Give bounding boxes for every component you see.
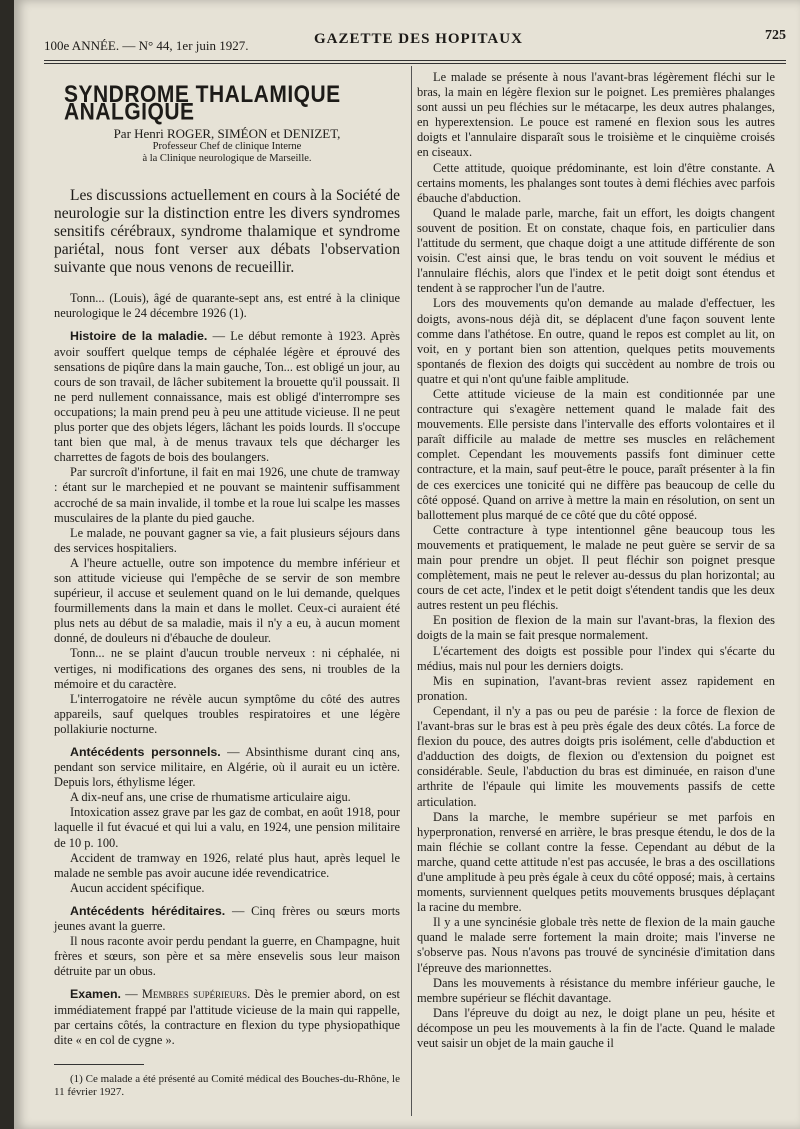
right-paragraph-9: Mis en supination, l'avant-bras revient assez rapidement en pronation. <box>417 673 775 703</box>
right-paragraph-1: Le malade se présente à nous l'avant-bras légèrement fléchi sur le bras, la main en légère flexion sur le poignet. Les premières phalanges sont aussi un peu fléchies sur le métacarpe, les deux autres phalanges, en hyperextension. Le pouce est ramené en flexion sous les autres doigts et l'annulaire disparaît sous le troisième et le cinquième croisés en ciseaux. <box>417 70 775 160</box>
paragraph-accident: Accident de tramway en 1926, relaté plus haut, après lequel le malade ne semble pas avoir aucune idée revendicatrice. <box>54 850 400 880</box>
issue-info: 100e ANNÉE. — N° 44, 1er juin 1927. <box>44 38 249 53</box>
antecedents-personnels-text: — Absinthisme durant cinq ans, pendant son service militaire, en Algérie, où il aurait eu un ictère. Depuis lors, éthylisme léger. <box>54 745 400 790</box>
intro-paragraph: Les discussions actuellement en cours à la Société de neurologie sur la distinction entre les divers syndromes sensitifs cérébraux, syndrome thalamique et syndrome pariétal, nous font verser aux débats l'observation suivante que nous venons de recueillir. <box>54 187 400 277</box>
right-column <box>417 70 775 1051</box>
right-paragraph-8: L'écartement des doigts est possible pour l'index qui s'écarte du médius, mais nul pour les derniers doigts. <box>417 643 775 673</box>
examen-subheading: Membres supérieurs. <box>141 987 251 1002</box>
histoire-text: — Le début remonte à 1923. Après avoir souffert quelque temps de céphalée légère et éprouvé des sensations de piqûre dans la main gauche, Ton... est obligé un jour, au cours de son travail, de lâcher subitement la brouette qu'il poussait. Il ne perd nullement connaissance, mais est obligé d'interrompre ses occupations; la main prend peu à peu une attitude vicieuse. Il ne peut plus porter que des objets légers, lâchant les poids lourds. Il s'occupe tant bien que mal, à de menus travaux tels que décharger les charrettes de fagots de bois des boulangers. <box>54 329 400 465</box>
paragraph-tonn: Tonn... ne se plaint d'aucun trouble nerveux : ni céphalée, ni vertiges, ni modifications des organes des sens, ni troubles de la mémoire et du caractère. <box>54 646 400 691</box>
right-paragraph-2: Cette attitude, quoique prédominante, est loin d'être constante. A certains moments, les phalanges sont toutes à demi fléchies avec parfois ébauche d'abduction. <box>417 160 775 205</box>
antecedents-personnels-heading: Antécédents personnels. <box>70 745 221 759</box>
antecedents-hereditaires-text: — Cinq frères ou sœurs morts jeunes avant la guerre. <box>54 903 400 934</box>
right-paragraph-10: Cependant, il n'y a pas ou peu de parésie : la force de flexion de l'avant-bras sur le bras est à peu près égale des deux côtés. La force de flexion du pouce, des autres doigts pris isolément, celle d'abduction et d'adduction des doigts, de flexion ou d'extension du poignet est considérable. Seule, l'abduction du bras est diminuée, en raison d'une arthrite de l'épaule qui limite les mouvements passifs de cette articulation. <box>417 703 775 809</box>
patient-paragraph: Tonn... (Louis), âgé de quarante-sept ans, est entré à la clinique neurologique le 24 décembre 1926 (1). <box>54 291 400 321</box>
journal-page <box>14 0 800 1129</box>
affiliation-place: à la Clinique neurologique de Marseille. <box>142 153 312 165</box>
paragraph-heure: A l'heure actuelle, outre son impotence du membre inférieur et son attitude vicieuse qui l'empêche de se servir de son membre supérieur, il accuse et seulement quand on le lui demande, quelques fourmillements dans la main et dans le mollet. Ceux-ci auraient été plus nets au début de sa maladie, mais il n'y a eu, à aucun moment donné, de douleurs ni d'ébauche de douleur. <box>54 555 400 646</box>
antecedents-hereditaires-heading: Antécédents héréditaires. <box>70 903 226 918</box>
page-number: 725 <box>765 28 786 43</box>
footnote: (1) Ce malade a été présenté au Comité médical des Bouches-du-Rhône, le 11 février 1927. <box>54 1072 400 1098</box>
left-column: SYNDROME THALAMIQUE ANALGIQUE Par Henri ROGER, SIMÉON et DENIZET, Professeur Chef de clinique Interne à la Clinique neurologique de Marseille. Les discussions actuellement en cours à la Société de neurologie sur la distinction entre les divers syndromes sensitifs cérébraux, syndrome thalamique et syndrome pariétal, nous font verser aux débats l'observation suivante que nous venons de recueillir. Tonn... (Louis), âgé de quarante-sept ans, est entré à la clinique neurologique le 24 décembre 1926 (1). Histoire de la maladie. — Le début remonte à 1923. Après avoir souffert quelque temps de céphalée légère et éprouvé des sensations de piqûre dans la main gauche, Ton... est obligé un jour, au cours de son travail, de lâcher subitement la brouette qu'il poussait. Il ne perd nullement connaissance, mais est obligé d'interrompre ses occupations; la main prend peu à peu une attitude vicieuse. Il ne peut plus porter que des objets légers, lâchant les poids lourds. Il s'occupe tant bien que mal, à de menus travaux tels que décharger les charrettes de fagots de bois des boulangers. Par surcroît d'infortune, il fait en mai 1926, une chute de tramway : étant sur le marchepied et ne pouvant se maintenir suffisamment accroché de sa main invalide, il tombe et la roue lui scalpe les masses musculaires de la plante du pied gauche. Le malade, ne pouvant gagner sa vie, a fait plusieurs séjours dans des services hospitaliers. A l'heure actuelle, outre son impotence du membre inférieur et son attitude vicieuse qui l'empêche de se servir de son membre supérieur, il accuse et seulement quand on le lui demande, quelques fourmillements dans la main et dans le mollet. Ceux-ci auraient été plus nets au début de sa maladie, mais il n'y a eu, à aucun moment donné, de douleurs ni d'ébauche de douleur. Tonn... ne se plaint d'aucun trouble nerveux : ni céphalée, ni vertiges, ni modifications des organes des sens, ni troubles de la mémoire et du caractère. L'interrogatoire ne révèle aucun symptôme du côté des autres appareils, sauf quelques troubles respiratoires et une légère pollakiurie nocturne. Antécédents personnels. — Absinthisme durant cinq ans, pendant son service militaire, en Algérie, où il aurait eu un ictère. Depuis lors, éthylisme léger. A dix-neuf ans, une crise de rhumatisme articulaire aigu. Intoxication assez grave par les gaz de combat, en août 1918, pour laquelle il fut évacué et qui lui a valu, en 1924, une pension militaire de 10 p. 100. Accident de tramway en 1926, relaté plus haut, après lequel le malade ne semble pas avoir aucune idée revendicatrice. Aucun accident spécifique. Antécédents héréditaires. — Cinq frères ou sœurs morts jeunes avant la guerre. Il nous raconte avoir perdu pendant la guerre, en Champagne, huit frères et sœurs, son père et sa mère ensevelis sous leur maison détruite par un obus. Examen. — Membres supérieurs. Dès le premier abord, on est immédiatement frappé par l'attitude vicieuse de la main qui rappelle, par certains côtés, la contracture en flexion du type physiopathique dite « en col de cygne ». (1) Ce malade a été présenté au Comité médical des Bouches-du-Rhône, le 11 février 1927. <box>54 81 400 1098</box>
right-paragraph-4: Lors des mouvements qu'on demande au malade d'effectuer, les doigts, avons-nous déjà dit, se déplacent d'une façon souvent lente comme dans l'athétose. En outre, quand le repos est complet au lit, on voit, en y portant bien son attention, quelques petits mouvements spontanés de flexion des doigts qui succèdent au nombre de trois ou quatre et qui n'ont qu'une faible amplitude. <box>417 296 775 386</box>
article-title: SYNDROME THALAMIQUE ANALGIQUE <box>64 81 341 126</box>
footnote-rule <box>54 1064 144 1065</box>
examen-heading: Examen. <box>70 987 121 1002</box>
paragraph-dix-neuf: A dix-neuf ans, une crise de rhumatisme articulaire aigu. <box>70 790 351 805</box>
histoire-heading: Histoire de la maladie. <box>70 329 208 344</box>
right-paragraph-11: Dans la marche, le membre supérieur se met parfois en hyperpronation, renversé en arrière, le bras presque étendu, le dos de la main fléchie se collant contre la fesse. Cependant au début de la marche, quand cette attitude n'est pas accusée, le bras a des oscillations d'une amplitude à peu près égale à ceux du côté opposé; mais, à certains moments, surviennent quelques petits mouvements brusques déplaçant la racine du membre. <box>417 809 775 915</box>
right-paragraph-5: Cette attitude vicieuse de la main est conditionnée par une contracture qui s'exagère nettement quand le malade fait des mouvements. Elle persiste dans l'intervalle des efforts volontaires et il paraît difficile au malade de mettre ses muscles en relâchement complet. Cependant les mouvements passifs font diminuer cette contracture, et la main, sauf peut-être le pouce, paraît présenter à la fin de ces exercices une tonicité qui ne diffère pas beaucoup de celle du côté opposé. Quand on arrive à mettre la main en résolution, on sent un ballottement plus marqué de ce côté que du côté opposé. <box>417 386 775 522</box>
running-header <box>44 28 786 58</box>
authors: Par Henri ROGER, SIMÉON et DENIZET, <box>113 126 341 142</box>
right-paragraph-13: Dans les mouvements à résistance du membre inférieur gauche, le membre supérieur se fléchit davantage. <box>417 975 775 1005</box>
paragraph-intoxication: Intoxication assez grave par les gaz de combat, en août 1918, pour laquelle il fut évacué et qui lui a valu, en 1924, une pension militaire de 10 p. 100. <box>54 805 400 850</box>
right-paragraph-12: Il y a une syncinésie globale très nette de flexion de la main gauche quand le malade serre fortement la main droite; mais l'inverse ne s'observe pas. Nous n'avons pas trouvé de syncinésie d'imitation dans l'épreuve des marionnettes. <box>417 915 775 975</box>
right-paragraph-7: En position de flexion de la main sur l'avant-bras, la flexion des doigts de la main se fait presque normalement. <box>417 613 775 643</box>
column-divider <box>411 66 412 1116</box>
paragraph-aucun: Aucun accident spécifique. <box>70 880 205 895</box>
affiliation-roles: Professeur Chef de clinique Interne <box>152 141 302 153</box>
header-rule <box>44 60 786 61</box>
header-rule-double <box>44 63 786 64</box>
journal-name: GAZETTE DES HOPITAUX <box>314 31 523 47</box>
right-paragraph-3: Quand le malade parle, marche, fait un effort, les doigts changent souvent de position. Et on constate, chaque fois, en particulier dans l'attitude du serment, que chaque doigt a une attitude différente de son voisin. C'est ainsi que, le bras tendu on voit souvent le médius et l'annulaire fléchis, alors que l'index et le petit doigt sont étendus et tendent à se rapprocher l'un de l'autre. <box>417 205 775 296</box>
paragraph-raconte: Il nous raconte avoir perdu pendant la guerre, en Champagne, huit frères et sœurs, son père et sa mère ensevelis sous leur maison détruite par un obus. <box>54 934 400 979</box>
right-paragraph-14: Dans l'épreuve du doigt au nez, le doigt plane un peu, hésite et décompose un peu les mouvements à la fin de l'acte. Quand le malade veut saisir un objet de la main gauche il <box>417 1005 775 1050</box>
paragraph-interrogatoire: L'interrogatoire ne révèle aucun symptôme du côté des autres appareils, sauf quelques troubles respiratoires et une légère pollakiurie nocturne. <box>54 691 400 736</box>
paragraph-malade: Le malade, ne pouvant gagner sa vie, a fait plusieurs séjours dans des services hospitaliers. <box>54 525 400 555</box>
examen-text: Dès le premier abord, on est immédiatement frappé par l'attitude vicieuse de la main qui rappelle, par certains côtés, la contracture en flexion du type physiopathique dite « en col de cygne ». <box>54 987 400 1047</box>
paragraph-surcroit: Par surcroît d'infortune, il fait en mai 1926, une chute de tramway : étant sur le marchepied et ne pouvant se maintenir suffisamment accroché de sa main invalide, il tombe et la roue lui scalpe les masses musculaires de la plante du pied gauche. <box>54 465 400 525</box>
right-paragraph-6: Cette contracture à type intentionnel gêne beaucoup tous les mouvements et pratiquement, le malade ne peut guère se servir de sa main pour prendre un objet. Il peut fléchir son poignet presque complètement, mais ne peut le relever au-dessus du plan horizontal; au cours de cet acte, l'index et le petit doigt s'étendent tandis que les deux autres restent un peu fléchis. <box>417 522 775 613</box>
